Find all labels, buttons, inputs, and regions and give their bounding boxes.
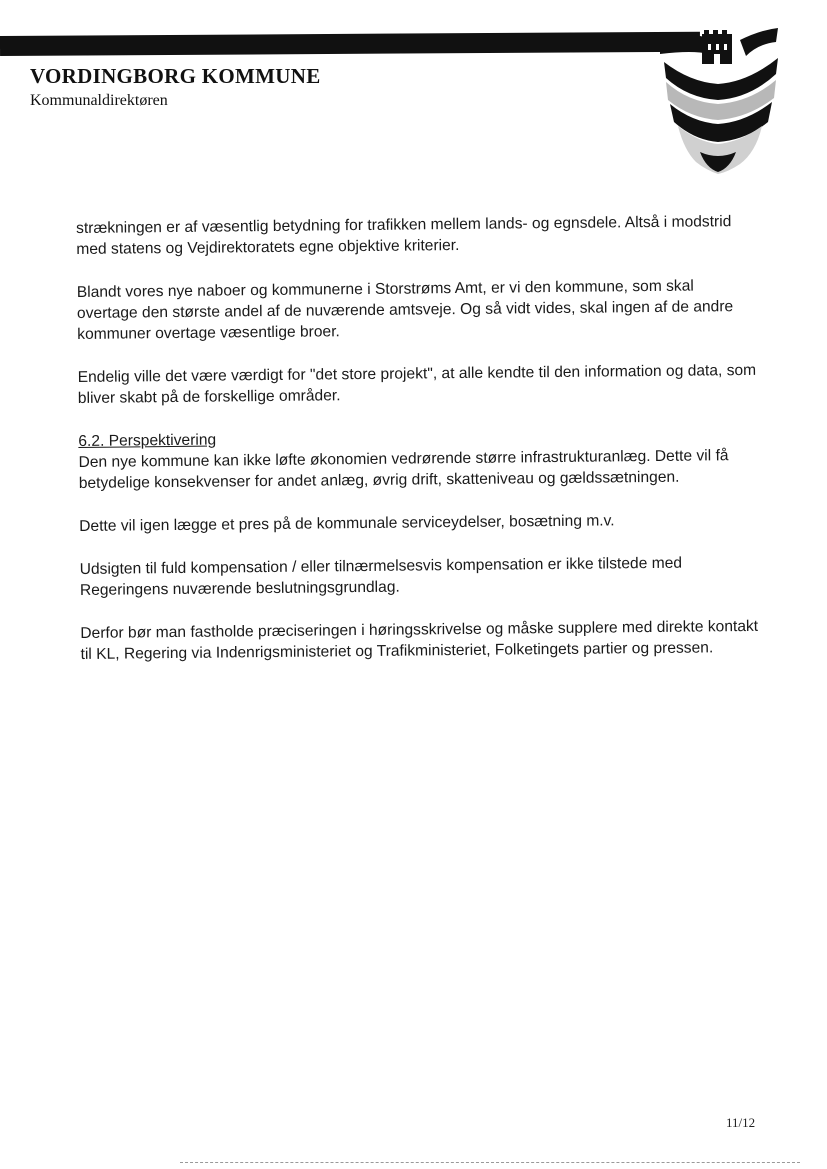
paragraph: Derfor bør man fastholde præciseringen i høringsskrivelse og måske supplere med direkte kontakt til KL, Regering via Indenrigsministeriet og Trafikministeriet, Folketingets partier og pressen. <box>80 617 759 663</box>
paragraph: Endelig ville det være værdigt for "det store projekt", at alle kendte til den information og data, som bliver skabt på de forskellige områder. <box>77 361 757 407</box>
paragraph: Dette vil igen lægge et pres på de kommunale serviceydelser, bosætning m.v. <box>79 512 615 535</box>
department-name: Kommunaldirektøren <box>30 92 168 109</box>
page-number: 11/12 <box>726 1115 756 1130</box>
paragraph: Blandt vores nye naboer og kommunerne i Storstrøms Amt, er vi den kommune, som skal overtage den største andel af de nuværende amtsveje. Og så vidt vides, skal ingen af de andre kommuner overtage væsentlige broer. <box>76 277 734 343</box>
section-heading: 6.2. Perspektivering <box>78 431 217 450</box>
castle-icon <box>702 30 732 64</box>
paragraph: Udsigten til fuld kompensation / eller tilnærmelsesvis kompensation er ikke tilstede med Regeringens nuværende beslutningsgrundlag. <box>79 554 683 599</box>
paragraph: Den nye kommune kan ikke løfte økonomien vedrørende større infrastrukturanlæg. Dette vil få betydelige konsekvenser for andet anlæg, øvrig drift, skatteniveau og gældssætningen. <box>78 447 729 492</box>
footer-rule <box>180 1162 800 1163</box>
organization-name: VORDINGBORG KOMMUNE <box>30 64 321 88</box>
letterhead <box>30 64 321 110</box>
letter-body <box>76 211 761 687</box>
municipal-crest-logo <box>660 22 782 190</box>
letterhead-bar <box>0 32 700 56</box>
section-perspektivering <box>78 424 759 494</box>
paragraph: strækningen er af væsentlig betydning for trafikken mellem lands- og egnsdele. Altså i modstrid med statens og Vejdirektoratets egne objektive kriterier. <box>76 213 732 258</box>
